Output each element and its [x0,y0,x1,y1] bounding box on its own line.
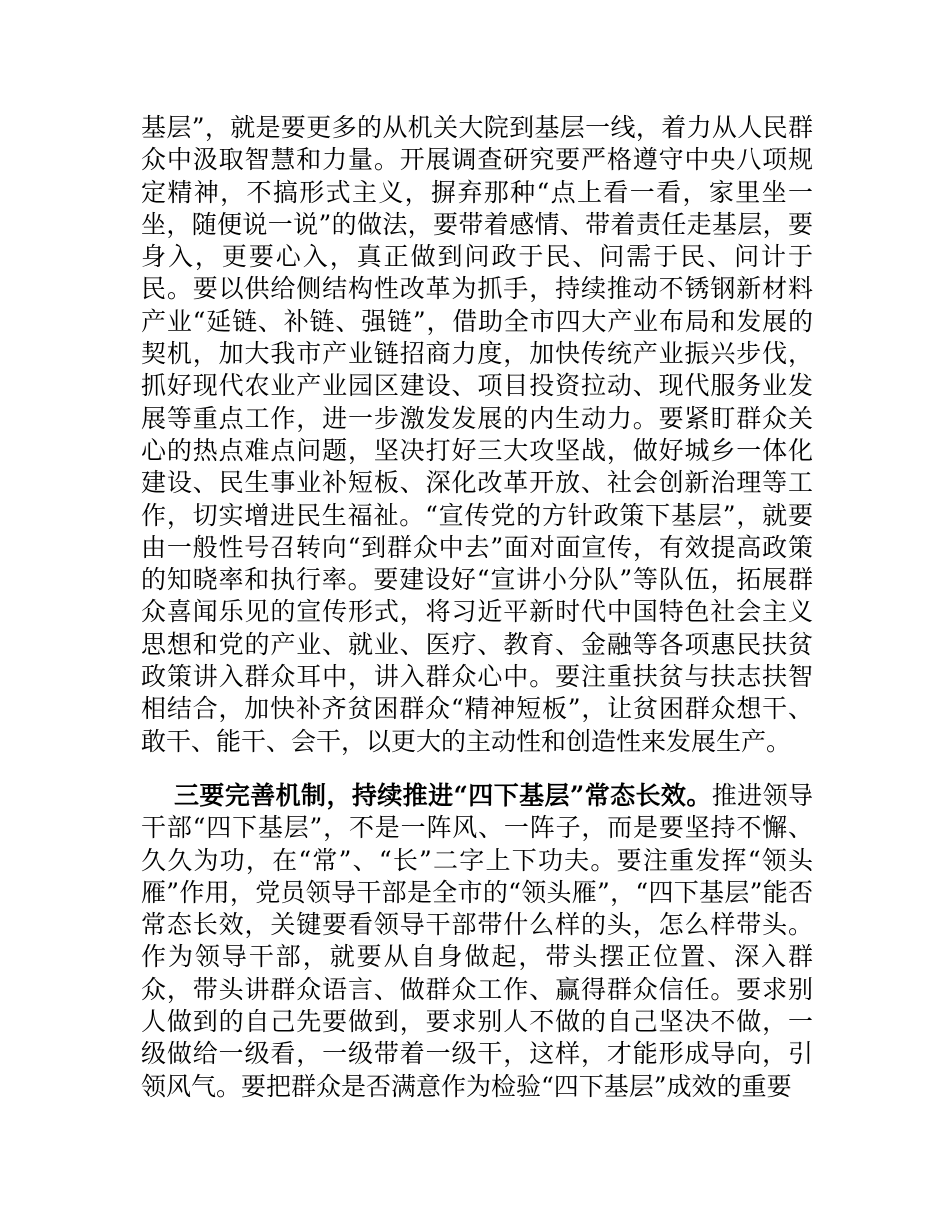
paragraph-2-text: 推进领导干部“四下基层”，不是一阵风、一阵子，而是要坚持不懈、久久为功，在“常”、“长”二字上下功夫。要注重发挥“领头雁”作用，党员领导干部是全市的“领头雁”，“四下基层”能否常态长效，关键要看领导干部带什么样的头，怎么样带头。作为领导干部，就要从自身做起，带头摆正位置、深入群众，带头讲群众语言、做群众工作、赢得群众信任。要求别人做到的自己先要做到，要求别人不做的自己坚决不做，一级做给一级看，一级带着一级干，这样，才能形成导向，引领风气。要把群众是否满意作为检验“四下基层”成效的重要 [141,781,813,1101]
paragraph-2-heading: 三要完善机制，持续推进“四下基层”常态长效。 [174,781,712,810]
paragraph-1 [141,112,813,758]
paragraph-1-text: 基层”，就是要更多的从机关大院到基层一线，着力从人民群众中汲取智慧和力量。开展调查研究要严格遵守中央八项规定精神，不搞形式主义，摒弃那种“点上看一看，家里坐一坐，随便说一说”的做法，要带着感情、带着责任走基层，要身入，更要心入，真正做到问政于民、问需于民、问计于民。要以供给侧结构性改革为抓手，持续推动不锈钢新材料产业“延链、补链、强链”，借助全市四大产业布局和发展的契机，加大我市产业链招商力度，加快传统产业振兴步伐，抓好现代农业产业园区建设、项目投资拉动、现代服务业发展等重点工作，进一步激发发展的内生动力。要紧盯群众关心的热点难点问题，坚决打好三大攻坚战，做好城乡一体化建设、民生事业补短板、深化改革开放、社会创新治理等工作，切实增进民生福祉。“宣传党的方针政策下基层”，就要由一般性号召转向“到群众中去”面对面宣传，有效提高政策的知晓率和执行率。要建设好“宣讲小分队”等队伍，拓展群众喜闻乐见的宣传形式，将习近平新时代中国特色社会主义思想和党的产业、就业、医疗、教育、金融等各项惠民扶贫政策讲入群众耳中，讲入群众心中。要注重扶贫与扶志扶智相结合，加快补齐贫困群众“精神短板”，让贫困群众想干、敢干、能干、会干，以更大的主动性和创造性来发展生产。 [141,113,813,756]
paragraph-2 [141,780,813,1103]
